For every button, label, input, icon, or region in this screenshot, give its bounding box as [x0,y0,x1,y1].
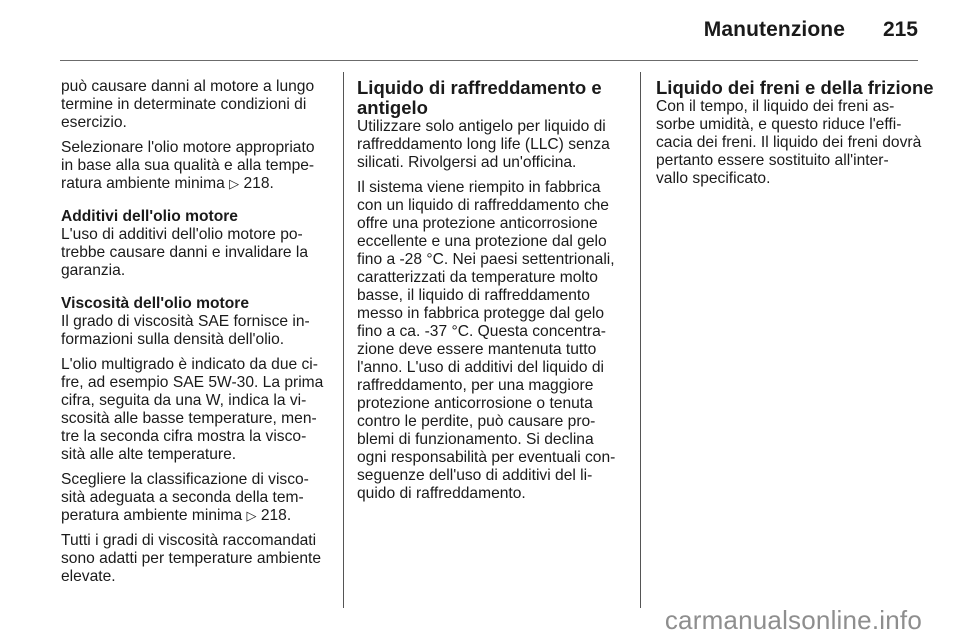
page-header-title: Manutenzione [703,18,845,41]
text-line: pertanto essere sostituito all'inter- [656,152,889,169]
text-line: raffreddamento, per una maggiore [357,377,594,394]
text-line: in base alla sua qualità e alla tempe- [61,157,315,174]
text-line: tre la seconda cifra mostra la visco- [61,428,307,445]
text-line: caratterizzati da temperature molto [357,269,598,286]
text-line: fino a -28 °C. Nei paesi settentrionali, [357,251,615,268]
text-line: trebbe causare danni e invalidare la [61,244,309,261]
paragraph-select-oil [61,139,329,193]
paragraph-brake-fluid [656,98,924,188]
column-1 [61,78,329,586]
text-line: con un liquido di raffreddamento che [357,197,609,214]
text-line: messo in fabbrica protegge dal gelo [357,305,605,322]
paragraph-engine-damage [61,78,329,132]
column-divider-1 [343,72,344,608]
paragraph-choose-classification [61,471,329,525]
text-line: Utilizzare solo antigelo per liquido di [357,118,606,135]
column-3 [656,77,934,188]
watermark-text: carmanualsonline.info [664,605,922,635]
paragraph-coolant-system [357,179,625,503]
text-line: offre una protezione anticorrosione [357,215,598,232]
column-divider-2 [640,72,641,608]
cross-reference-arrow-icon: ▷ [246,508,257,523]
text-line: seguenze dell'uso di additivi del li- [357,467,593,484]
text-line: quido di raffreddamento. [357,485,526,502]
text-line: garanzia. [61,262,126,279]
text-line: sità alle alte temperature. [61,446,237,463]
text-line: Con il tempo, il liquido dei freni as- [656,98,895,115]
paragraph-additives [61,226,329,280]
cross-reference-arrow-icon: ▷ [229,176,240,191]
page-reference-link[interactable]: 218. [260,507,292,524]
text-line: scosità alle basse temperature, men- [61,410,317,427]
text-line: fino a ca. -37 °C. Questa concentra- [357,323,606,340]
text-line: silicati. Rivolgersi ad un'officina. [357,154,577,171]
text-line: sità adeguata a seconda della tem- [61,489,304,506]
text-line: raffreddamento long life (LLC) senza [357,136,610,153]
text-line: può causare danni al motore a lungo [61,78,315,95]
text-line: eccellente e una protezione dal gelo [357,233,607,250]
text-line: peratura ambiente minima ▷ 218. [61,507,292,524]
paragraph-multigrade [61,356,329,464]
text-line: sorbe umidità, e questo riduce l'effi- [656,116,902,133]
section-heading-coolant: Liquido di raffreddamento e antigelo [357,77,602,118]
text-line: ratura ambiente minima ▷ 218. [61,175,274,192]
text-line: cifra, seguita da una W, indica la vi- [61,392,307,409]
text-line: formazioni sulla densità dell'olio. [61,331,285,348]
text-line: termine in determinate condizioni di [61,96,307,113]
subheading-viscosity: Viscosità dell'olio motore [61,295,249,312]
page-number: 215 [882,18,918,41]
text-line: basse, il liquido di raffreddamento [357,287,590,304]
text-line: Il sistema viene riempito in fabbrica [357,179,601,196]
text-line: l'anno. L'uso di additivi del liquido di [357,359,604,376]
text-line: fre, ad esempio SAE 5W-30. La prima [61,374,324,391]
text-line: zione deve essere mantenuta tutto [357,341,597,358]
text-line: esercizio. [61,114,127,131]
text-line: Tutti i gradi di viscosità raccomandati [61,532,317,549]
page-reference-link[interactable]: 218. [243,175,274,192]
paragraph-all-grades [61,532,329,586]
text-line: protezione anticorrosione o tenuta [357,395,593,412]
text-line: Selezionare l'olio motore appropriato [61,139,315,156]
text-line: L'uso di additivi dell'olio motore po- [61,226,303,243]
header-divider [60,60,918,61]
column-2 [357,78,625,503]
section-heading-brake-fluid: Liquido dei freni e della frizione [656,77,934,98]
text-line: ogni responsabilità per eventuali con- [357,449,616,466]
text-line: Scegliere la classificazione di visco- [61,471,309,488]
text-line: sono adatti per temperature ambiente [61,550,322,567]
subheading-additives: Additivi dell'olio motore [61,208,238,225]
text-line: cacia dei freni. Il liquido dei freni dovrà [656,134,922,151]
paragraph-sae-grade [61,313,329,349]
paragraph-coolant-type [357,118,625,172]
text-line: contro le perdite, può causare pro- [357,413,596,430]
text-line: blemi di funzionamento. Si declina [357,431,594,448]
text-line: Il grado di viscosità SAE fornisce in- [61,313,310,330]
text-line: L'olio multigrado è indicato da due ci- [61,356,318,373]
text-line: elevate. [61,568,116,585]
text-line: vallo specificato. [656,170,771,187]
